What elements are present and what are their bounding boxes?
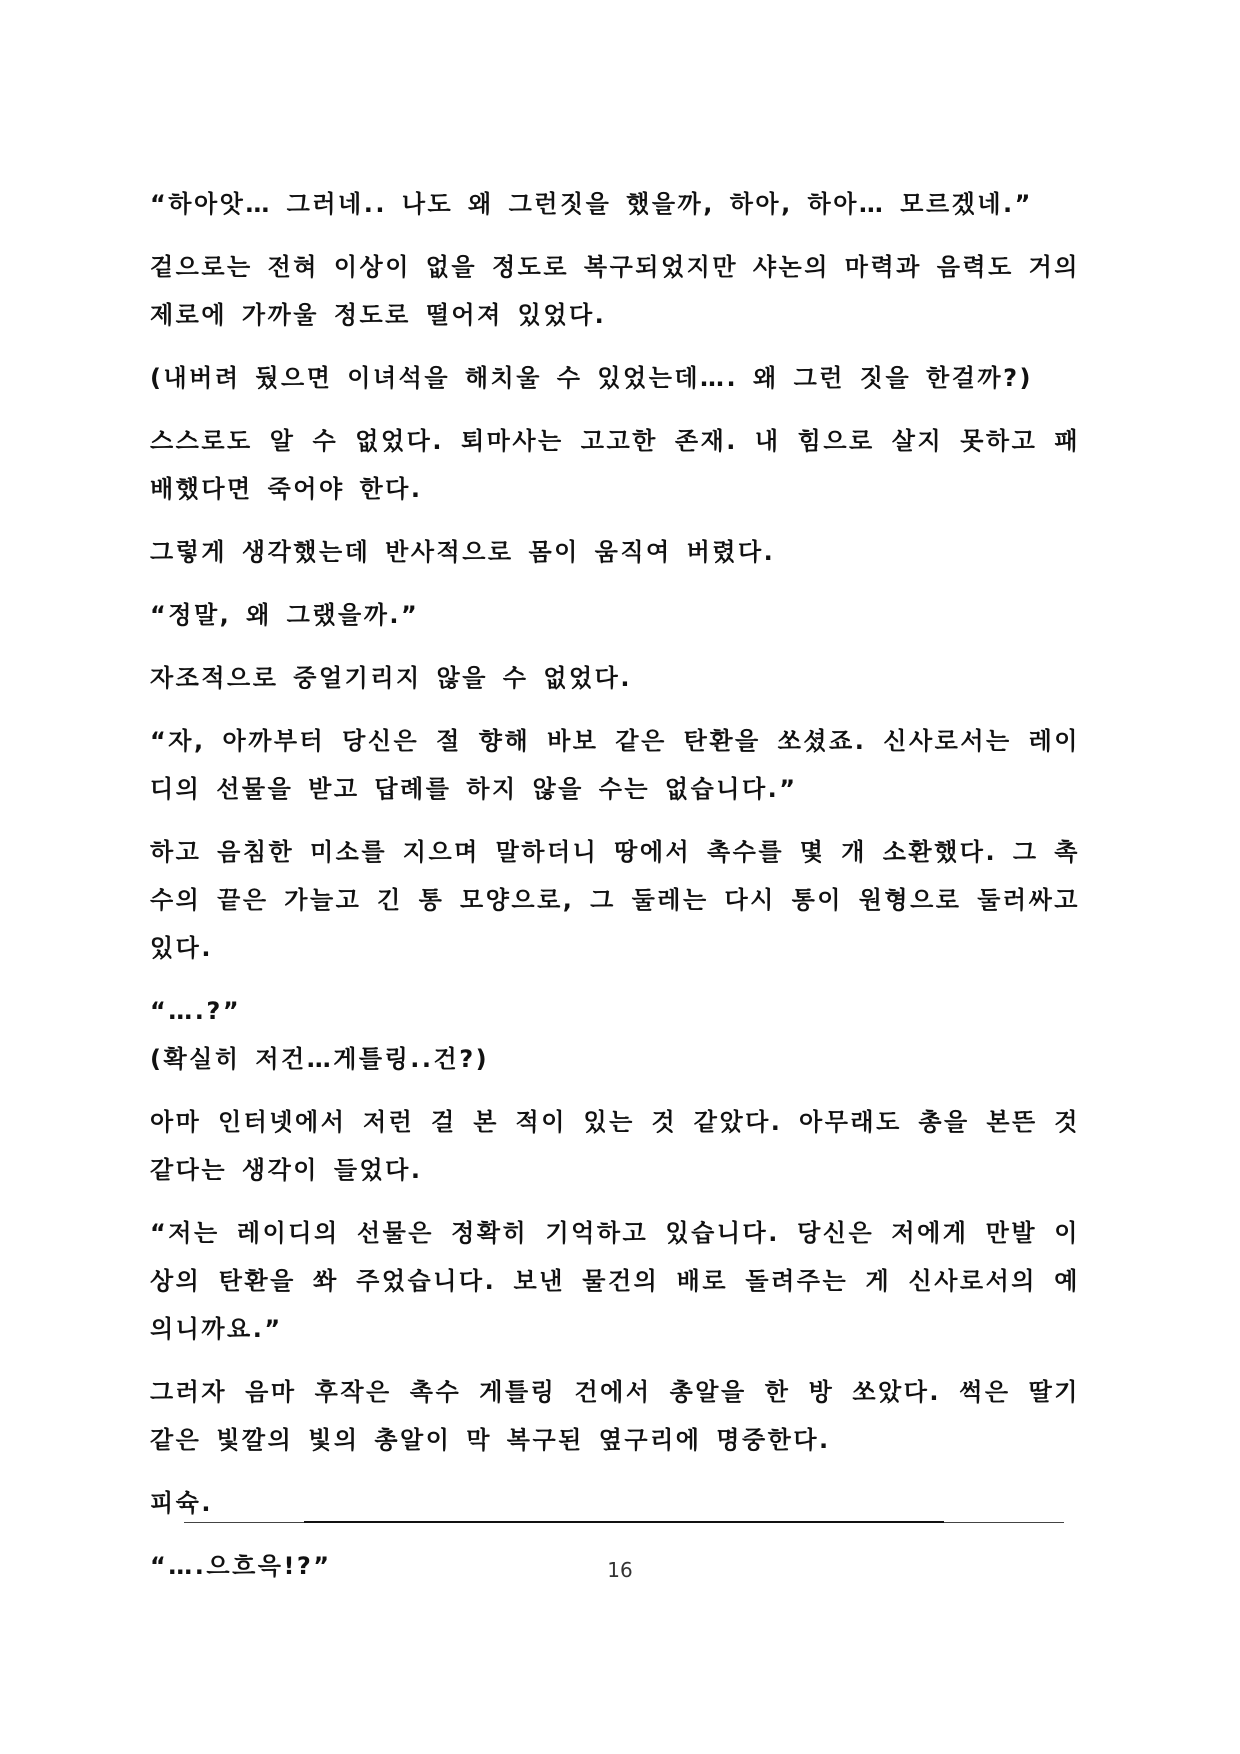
page-number: 16: [607, 1558, 633, 1582]
paragraph: 겉으로는 전혀 이상이 없을 정도로 복구되었지만 샤논의 마력과 음력도 거의 제로에 가까울 정도로 떨어져 있었다.: [150, 253, 1080, 329]
paragraph: 자조적으로 중얼기리지 않을 수 없었다.: [150, 664, 632, 692]
paragraph: “하아앗… 그러네.. 나도 왜 그런짓을 했을까, 하아, 하아… 모르겠네.”: [150, 190, 1033, 218]
paragraph: “….?”: [150, 997, 242, 1025]
footer-divider-strong: [304, 1521, 944, 1523]
paragraph: “정말, 왜 그랬을까.”: [150, 601, 420, 629]
paragraph: 그러자 음마 후작은 촉수 게틀링 건에서 총알을 한 방 쏘았다. 썩은 딸기 같은 빛깔의 빛의 총알이 막 복구된 옆구리에 명중한다.: [150, 1378, 1080, 1454]
paragraph: 하고 음침한 미소를 지으며 말하더니 땅에서 촉수를 몇 개 소환했다. 그 촉수의 끝은 가늘고 긴 통 모양으로, 그 둘레는 다시 통이 원형으로 둘러싸고 있다.: [150, 838, 1080, 962]
body-text: [150, 180, 1080, 1605]
paragraph: (확실히 저건…게틀링..건?): [150, 1045, 490, 1073]
paragraph: 스스로도 알 수 없었다. 퇴마사는 고고한 존재. 내 힘으로 살지 못하고 패배했다면 죽어야 한다.: [150, 427, 1080, 503]
paragraph: 피슉.: [150, 1489, 213, 1517]
paragraph: “자, 아까부터 당신은 절 향해 바보 같은 탄환을 쏘셨죠. 신사로서는 레이디의 선물을 받고 답례를 하지 않을 수는 없습니다.”: [150, 727, 1080, 803]
paragraph: “저는 레이디의 선물은 정확히 기억하고 있습니다. 당신은 저에게 만발 이상의 탄환을 쏴 주었습니다. 보낸 물건의 배로 돌려주는 게 신사로서의 예의니까요.”: [150, 1219, 1080, 1343]
paragraph: (내버려 뒀으면 이녀석을 해치울 수 있었는데…. 왜 그런 짓을 한걸까?): [150, 364, 1033, 392]
paragraph: 그렇게 생각했는데 반사적으로 몸이 움직여 버렸다.: [150, 538, 776, 566]
paragraph: 아마 인터넷에서 저런 걸 본 적이 있는 것 같았다. 아무래도 총을 본뜬 것 같다는 생각이 들었다.: [150, 1108, 1080, 1184]
paragraph: “….으흐윽!?”: [150, 1552, 332, 1580]
